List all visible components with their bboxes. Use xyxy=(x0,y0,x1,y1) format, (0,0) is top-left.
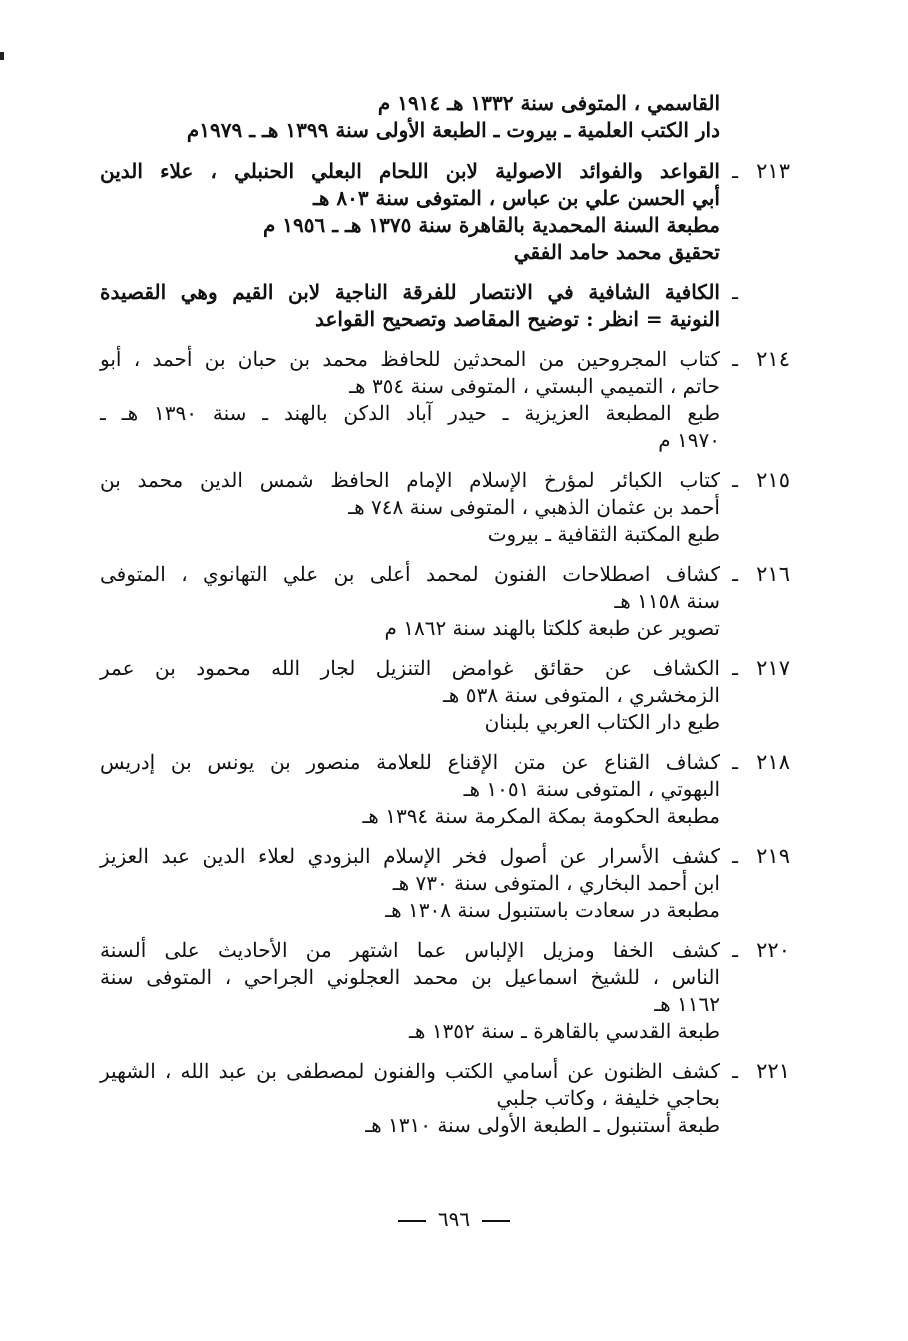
page-number-dash xyxy=(398,1220,426,1222)
entry-line: أبي الحسن علي بن عباس ، المتوفى سنة ٨٠٣ هـ xyxy=(312,186,720,210)
entry-line: بحاجي خليفة ، وكاتب جلبي xyxy=(496,1086,720,1110)
entry-line: ابن أحمد البخاري ، المتوفى سنة ٧٣٠ هـ xyxy=(392,871,720,895)
entry-dash: ـ xyxy=(732,1059,738,1083)
continuation-entry xyxy=(100,90,790,144)
entry-title-line: كشاف اصطلاحات الفنون لمحمد أعلى بن علي التهانوي ، المتوفى xyxy=(100,562,720,586)
entry-line: القاسمي ، المتوفى سنة ١٣٣٢ هـ ١٩١٤ م xyxy=(377,91,720,115)
entry-line: أحمد بن عثمان الذهبي ، المتوفى سنة ٧٤٨ هـ xyxy=(348,495,720,519)
entry-line: طبع المطبعة العزيزية ـ حيدر آباد الدكن بالهند ـ سنة ١٣٩٠ هـ ـ xyxy=(100,401,721,425)
bibliography-entry xyxy=(100,655,790,736)
entry-dash: ـ xyxy=(732,938,738,962)
page-number-dash xyxy=(482,1220,510,1222)
entry-line: مطبعة الحكومة بمكة المكرمة سنة ١٣٩٤ هـ xyxy=(362,804,720,828)
entry-title-line: القواعد والفوائد الاصولية لابن اللحام البعلي الحنبلي ، علاء الدين xyxy=(100,159,720,183)
entry-dash: ـ xyxy=(732,347,738,371)
entry-dash: ـ xyxy=(732,750,738,774)
entry-line: سنة ١١٥٨ هـ xyxy=(614,589,720,613)
entry-line: طبع المكتبة الثقافية ـ بيروت xyxy=(487,522,720,546)
entry-body xyxy=(100,158,720,266)
entry-line: الزمخشري ، المتوفى سنة ٥٣٨ هـ xyxy=(442,683,720,707)
bibliography-entry xyxy=(100,1058,790,1139)
bibliography-entry xyxy=(100,467,790,548)
bibliography-entry xyxy=(100,561,790,642)
entry-dash: ـ xyxy=(732,468,738,492)
entry-line: حاتم ، التميمي البستي ، المتوفى سنة ٣٥٤ هـ xyxy=(349,374,720,398)
entry-body xyxy=(100,1058,720,1139)
bibliography-entry xyxy=(100,346,790,454)
page-number: ٦٩٦ xyxy=(437,1207,471,1231)
entry-line: النونية = انظر : توضيح المقاصد وتصحيح القواعد xyxy=(314,307,720,331)
entry-line: طبع دار الكتاب العربي بلبنان xyxy=(484,710,720,734)
entry-body xyxy=(100,346,720,454)
entry-dash: ـ xyxy=(732,159,738,183)
entry-number: ٢٢٠ xyxy=(756,938,790,962)
entry-body xyxy=(100,561,720,642)
entry-body xyxy=(100,749,720,830)
entry-line: طبعة القدسي بالقاهرة ـ سنة ١٣٥٢ هـ xyxy=(409,1019,720,1043)
entry-number: ٢١٨ xyxy=(756,750,790,774)
entry-line: مطبعة السنة المحمدية بالقاهرة سنة ١٣٧٥ هـ ـ ١٩٥٦ م xyxy=(262,213,720,237)
entry-title-line: كشف الظنون عن أسامي الكتب والفنون لمصطفى بن عبد الله ، الشهير xyxy=(100,1059,720,1083)
bibliography-list xyxy=(100,90,790,1152)
entry-title-line: كشاف القناع عن متن الإقناع للعلامة منصور بن يونس بن إدريس xyxy=(100,750,720,774)
entry-line: طبعة أستنبول ـ الطبعة الأولى سنة ١٣١٠ هـ xyxy=(365,1113,720,1137)
bibliography-entry xyxy=(100,843,790,924)
bibliography-entry xyxy=(100,937,790,1045)
entry-number: ٢١٤ xyxy=(756,347,790,371)
entry-line: مطبعة در سعادت باستنبول سنة ١٣٠٨ هـ xyxy=(385,898,720,922)
entry-number xyxy=(750,279,790,333)
entry-title-line: كتاب الكبائر لمؤرخ الإسلام الإمام الحافظ شمس الدين محمد بن xyxy=(100,468,720,492)
entry-body xyxy=(100,843,720,924)
cross-reference-entry xyxy=(100,279,790,333)
entry-body xyxy=(100,937,720,1045)
entry-number: ٢٢١ xyxy=(756,1059,790,1083)
entry-line: ١١٦٢ هـ xyxy=(654,992,720,1016)
bibliography-entry xyxy=(100,158,790,266)
entry-number: ٢١٧ xyxy=(756,656,790,680)
entry-body xyxy=(100,279,720,333)
entry-line: تحقيق محمد حامد الفقي xyxy=(513,240,720,264)
entry-line: ١٩٧٠ م xyxy=(658,428,720,452)
entry-title-line: الكشاف عن حقائق غوامض التنزيل لجار الله محمود بن عمر xyxy=(100,656,720,680)
page-number-footer xyxy=(0,1207,908,1231)
entry-number: ٢١٩ xyxy=(756,844,790,868)
bibliography-entry xyxy=(100,749,790,830)
entry-dash: ـ xyxy=(732,562,738,586)
entry-line: البهوتي ، المتوفى سنة ١٠٥١ هـ xyxy=(463,777,720,801)
entry-line: تصوير عن طبعة كلكتا بالهند سنة ١٨٦٢ م xyxy=(384,616,720,640)
page-edge-mark xyxy=(0,52,4,60)
entry-number: ٢١٣ xyxy=(756,159,790,183)
entry-dash: ـ xyxy=(732,280,738,304)
entry-number: ٢١٥ xyxy=(756,468,790,492)
entry-title-line: الكافية الشافية في الانتصار للفرقة الناجية لابن القيم وهي القصيدة xyxy=(100,280,720,304)
entry-dash: ـ xyxy=(732,656,738,680)
entry-line: الناس ، للشيخ اسماعيل بن محمد العجلوني الجراحي ، المتوفى سنة xyxy=(100,965,720,989)
entry-body xyxy=(100,655,720,736)
entry-body xyxy=(100,467,720,548)
entry-title-line: كتاب المجروحين من المحدثين للحافظ محمد بن حبان بن أحمد ، أبو xyxy=(100,347,720,371)
entry-title-line: كشف الأسرار عن أصول فخر الإسلام البزودي لعلاء الدين عبد العزيز xyxy=(100,844,720,868)
entry-number: ٢١٦ xyxy=(756,562,790,586)
entry-dash: ـ xyxy=(732,844,738,868)
entry-title-line: كشف الخفا ومزيل الإلباس عما اشتهر من الأحاديث على ألسنة xyxy=(100,938,720,962)
entry-line: دار الكتب العلمية ـ بيروت ـ الطبعة الأولى سنة ١٣٩٩ هـ ـ ١٩٧٩م xyxy=(186,118,720,142)
